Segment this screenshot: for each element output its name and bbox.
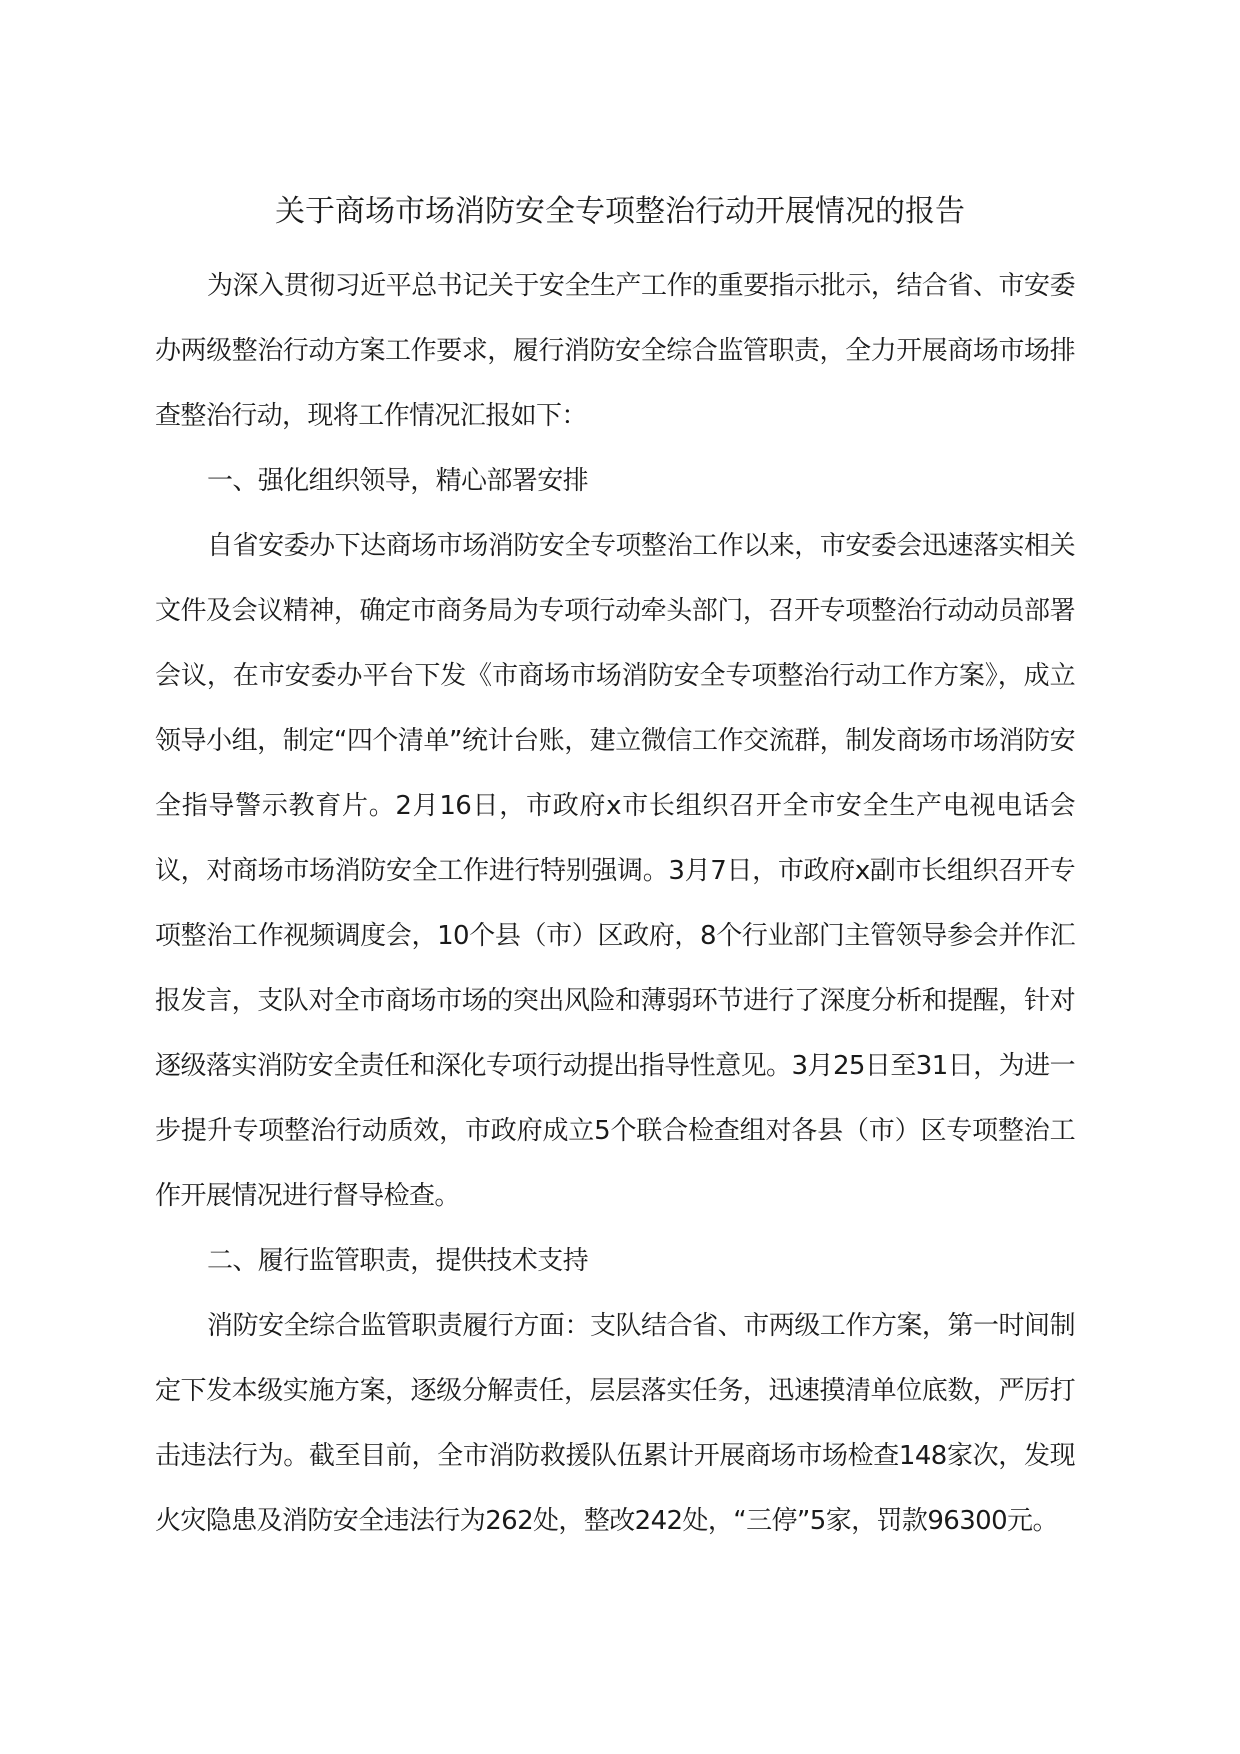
section-1-paragraph: 自省安委办下达商场市场消防安全专项整治工作以来，市安委会迅速落实相关文件及会议精神，确定市商务局为专项行动牵头部门，召开专项整治行动动员部署会议，在市安委办平台下发《市商场市场消防安全专项整治行动工作方案》，成立领导小组，制定“四个清单”统计台账，建立微信工作交流群，制发商场市场消防安全指导警示教育片。2月16日，市政府x市长组织召开全市安全生产电视电话会议，对商场市场消防安全工作进行特别强调。3月7日，市政府x副市长组织召开专项整治工作视频调度会，10个县（市）区政府，8个行业部门主管领导参会并作汇报发言，支队对全市商场市场的突出风险和薄弱环节进行了深度分析和提醒，针对逐级落实消防安全责任和深化专项行动提出指导性意见。3月25日至31日，为进一步提升专项整治行动质效，市政府成立5个联合检查组对各县（市）区专项整治工作开展情况进行督导检查。: [155, 531, 1075, 1211]
intro-paragraph: 为深入贯彻习近平总书记关于安全生产工作的重要指示批示，结合省、市安委办两级整治行动方案工作要求，履行消防安全综合监管职责，全力开展商场市场排查整治行动，现将工作情况汇报如下：: [155, 271, 1075, 431]
document-body: [155, 254, 1075, 1554]
section-2-heading: 二、履行监管职责，提供技术支持: [207, 1246, 589, 1276]
section-1-heading: 一、强化组织领导，精心部署安排: [207, 466, 589, 496]
document-title: 关于商场市场消防安全专项整治行动开展情况的报告: [275, 194, 965, 229]
section-2-paragraph: 消防安全综合监管职责履行方面：支队结合省、市两级工作方案，第一时间制定下发本级实施方案，逐级分解责任，层层落实任务，迅速摸清单位底数，严厉打击违法行为。截至目前，全市消防救援队伍累计开展商场市场检查148家次，发现火灾隐患及消防安全违法行为262处，整改242处，“三停”5家，罚款96300元。: [155, 1311, 1075, 1536]
